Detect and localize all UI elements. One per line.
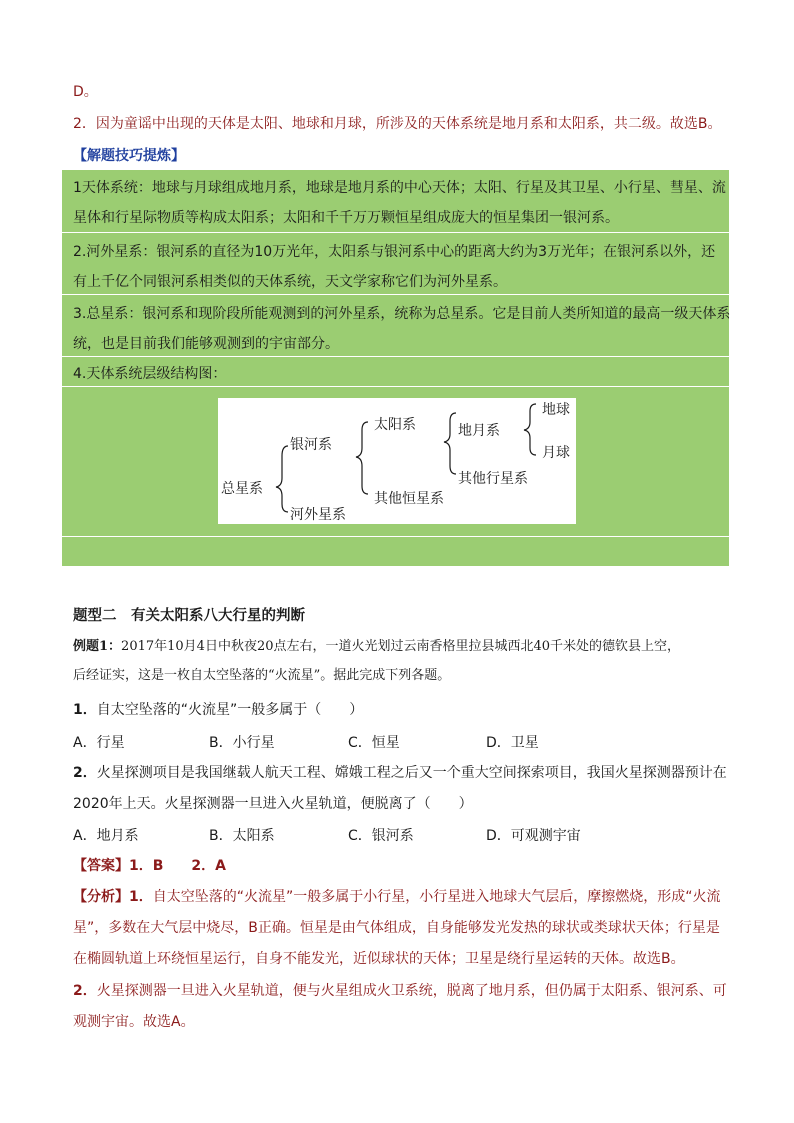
node-galaxy: 银河系 [290, 437, 332, 453]
q2-option-c: C．银河系 [348, 828, 414, 844]
question-2-line-1 [73, 763, 727, 783]
q2-option-d: D．可观测宇宙 [486, 828, 581, 844]
analysis-1-text-1: 自太空坠落的“火流星”一般多属于小行星，小行星进入地球大气层后，摩擦燃烧，形成“火流 [152, 889, 721, 905]
node-universe: 总星系 [221, 481, 263, 497]
analysis-label: 【分析】 [73, 889, 129, 905]
answer-line [73, 856, 226, 876]
analysis-1-line-3: 在椭圆轨道上环绕恒星运行，自身不能发光，近似球状的天体；卫星是绕行星运转的天体。故选B。 [73, 951, 685, 967]
q1-option-a: A．行星 [73, 735, 125, 751]
brace-solar [444, 413, 456, 474]
q1-option-b: B．小行星 [209, 735, 275, 751]
analysis-1-line-2: 星”，多数在大气层中烧尽，B正确。恒星是由气体组成，自身能够发光发热的球状或类球状天体；行星是 [73, 920, 720, 936]
analysis-2-number: 2． [73, 983, 97, 999]
question-2-line-2: 2020年上天。火星探测器一旦进入火星轨道，便脱离了（ ） [73, 796, 473, 812]
q2-option-a: A．地月系 [73, 828, 139, 844]
section-title: 题型二 有关太阳系八大行星的判断 [73, 608, 305, 624]
question-1 [73, 700, 363, 720]
analysis-line-1 [73, 887, 721, 907]
question-2-number: 2． [73, 765, 97, 781]
node-earth-moon-system: 地月系 [458, 423, 500, 439]
tip-3-line-a: 3.总星系：银河系和现阶段所能观测到的河外星系，统称为总星系。它是目前人类所知道的最高一级天体系 [73, 306, 731, 322]
analysis-2-line-1 [73, 981, 727, 1001]
analysis-2-text-1: 火星探测器一旦进入火星轨道，便与火星组成火卫系统，脱离了地月系，但仍属于太阳系、银河系、可 [96, 983, 727, 999]
node-extragalactic: 河外星系 [290, 507, 346, 523]
brace-galaxy [356, 422, 368, 494]
example-text-1: 2017年10月4日中秋夜20点左右，一道火光划过云南香格里拉县城西北40千米处的德钦县上空， [121, 639, 681, 654]
node-other-star-systems: 其他恒星系 [374, 491, 444, 507]
tip-1-line-b: 星体和行星际物质等构成太阳系；太阳和千千万万颗恒星组成庞大的恒星集团一银河系。 [73, 210, 619, 226]
tip-row-2 [62, 232, 729, 295]
question-1-number: 1． [73, 702, 97, 718]
brace-root [276, 446, 288, 512]
tip-row-empty [62, 536, 729, 567]
answer-tail-line: D。 [73, 84, 98, 100]
tip-4-line: 4.天体系统层级结构图： [73, 366, 227, 382]
tip-row-1 [62, 170, 729, 232]
answer-text: 1．B 2．A [129, 858, 226, 874]
tip-row-4 [62, 356, 729, 387]
answer-label: 【答案】 [73, 858, 129, 874]
q2-option-b: B．太阳系 [209, 828, 275, 844]
analysis-1-number: 1． [129, 889, 153, 905]
node-earth: 地球 [542, 402, 570, 418]
question-1-text: 自太空坠落的“火流星”一般多属于（ ） [96, 702, 364, 718]
tip-2-line-b: 有上千亿个同银河系相类似的天体系统，天文学家称它们为河外星系。 [73, 274, 507, 290]
q1-option-c: C．恒星 [348, 735, 400, 751]
analysis-2-line-2: 观测宇宙。故选A。 [73, 1014, 195, 1030]
brace-earth-moon [524, 404, 536, 455]
tip-2-line-a: 2.河外星系：银河系的直径为10万光年，太阳系与银河系中心的距离大约为3万光年；在银河系以外，还 [73, 244, 716, 260]
tip-1-line-a: 1天体系统：地球与月球组成地月系，地球是地月系的中心天体；太阳、行星及其卫星、小行星、彗星、流 [73, 180, 726, 196]
analysis-line-2: 2．因为童谣中出现的天体是太阳、地球和月球，所涉及的天体系统是地月系和太阳系，共二级。故选B。 [73, 116, 722, 132]
example-line-2: 后经证实，这是一枚自太空坠落的“火流星”。据此完成下列各题。 [73, 668, 451, 683]
q1-option-d: D．卫星 [486, 735, 539, 751]
example-line-1 [73, 637, 680, 657]
hierarchy-diagram [218, 398, 576, 524]
node-moon: 月球 [542, 445, 570, 461]
tips-heading: 【解题技巧提炼】 [73, 148, 185, 164]
example-label: 例题1： [73, 639, 122, 654]
question-2-text-1: 火星探测项目是我国继载人航天工程、嫦娥工程之后又一个重大空间探索项目，我国火星探测器预计在 [96, 765, 727, 781]
node-other-planet-systems: 其他行星系 [458, 471, 528, 487]
node-solar-system: 太阳系 [374, 417, 416, 433]
tip-row-3 [62, 294, 729, 357]
tip-3-line-b: 统，也是目前我们能够观测到的宇宙部分。 [73, 336, 339, 352]
